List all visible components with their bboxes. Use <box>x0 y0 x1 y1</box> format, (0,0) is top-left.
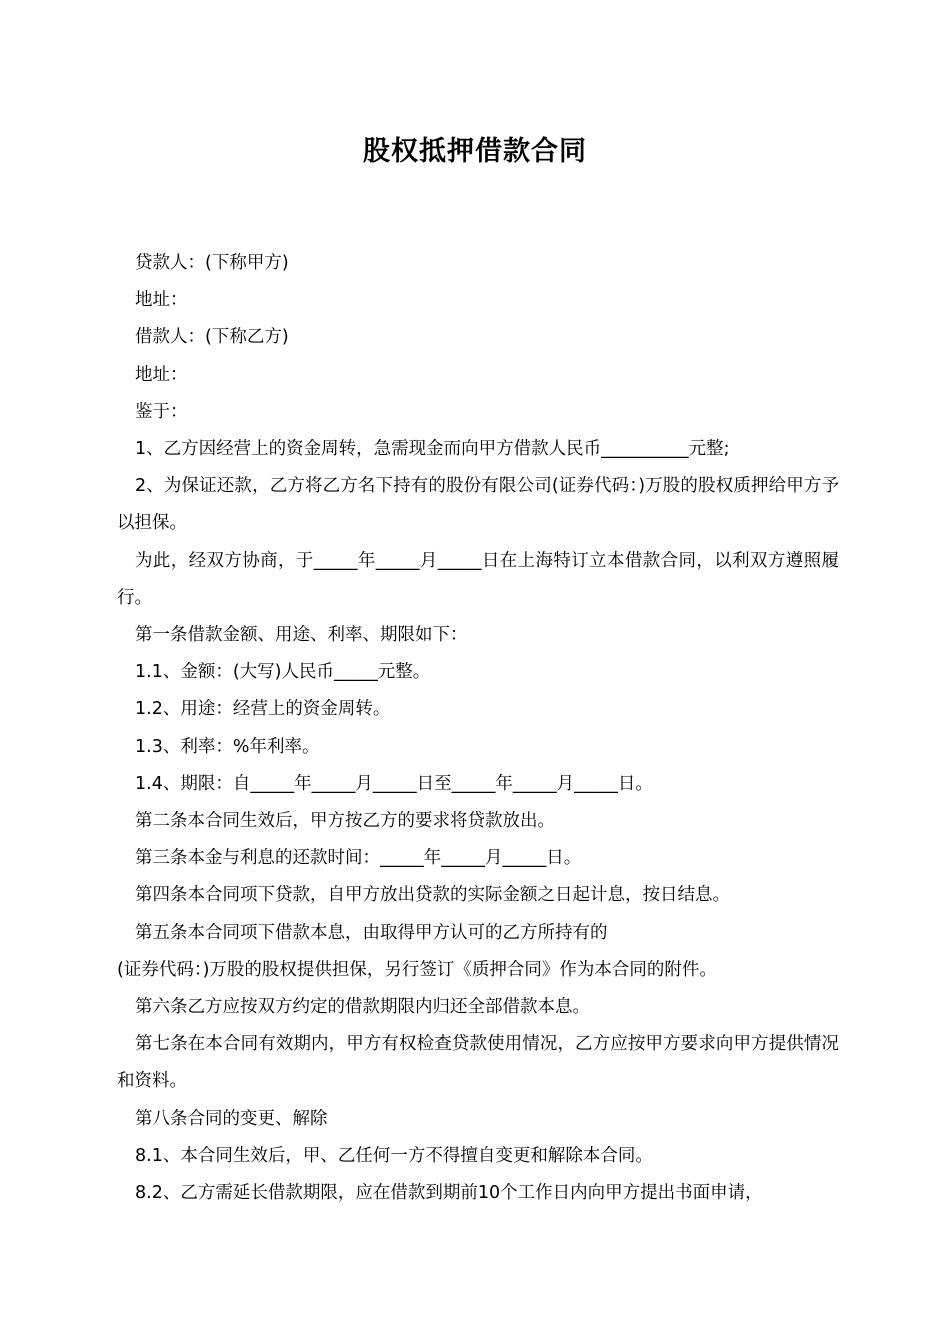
paragraph-article-5-cont: (证券代码：)万股的股权提供担保，另行签订《质押合同》作为本合同的附件。 <box>117 959 717 980</box>
paragraph-clause-1-1: 1.1、金额：(大写)人民币_____元整。 <box>135 662 431 683</box>
paragraph-clause-1-3: 1.3、利率：%年利率。 <box>135 736 320 757</box>
document-body <box>117 245 839 1212</box>
paragraph-recital-1: 1、乙方因经营上的资金周转，急需现金而向甲方借款人民币__________元整; <box>135 439 730 460</box>
paragraph-lender-address: 地址： <box>135 290 188 311</box>
paragraph-borrower: 借款人：(下称乙方) <box>135 327 289 348</box>
paragraph-article-7: 第七条在本合同有效期内，甲方有权检查贷款使用情况，乙方应按甲方要求向甲方提供情况和资料。 <box>117 1034 839 1092</box>
paragraph-article-1: 第一条借款金额、用途、利率、期限如下： <box>135 625 468 646</box>
paragraph-borrower-address: 地址： <box>135 364 188 385</box>
paragraph-article-2: 第二条本合同生效后，甲方按乙方的要求将贷款放出。 <box>135 811 555 832</box>
paragraph-recital-2: 2、为保证还款，乙方将乙方名下持有的股份有限公司(证券代码：)万股的股权质押给甲方予以担保。 <box>117 476 839 534</box>
paragraph-article-4: 第四条本合同项下贷款，自甲方放出贷款的实际金额之日起计息，按日结息。 <box>135 885 730 906</box>
paragraph-article-3: 第三条本金与利息的还款时间：_____年_____月_____日。 <box>135 848 582 869</box>
paragraph-clause-1-2: 1.2、用途：经营上的资金周转。 <box>135 699 391 720</box>
paragraph-clause-8-2: 8.2、乙方需延长借款期限，应在借款到期前10个工作日内向甲方提出书面申请， <box>135 1183 763 1204</box>
paragraph-clause-8-1: 8.1、本合同生效后，甲、乙任何一方不得擅自变更和解除本合同。 <box>135 1145 653 1166</box>
document-title: 股权抵押借款合同 <box>363 136 587 167</box>
paragraph-article-8: 第八条合同的变更、解除 <box>135 1108 328 1129</box>
paragraph-whereas: 鉴于： <box>135 401 188 422</box>
paragraph-article-5: 第五条本合同项下借款本息，由取得甲方认可的乙方所持有的 <box>135 922 608 943</box>
paragraph-article-6: 第六条乙方应按双方约定的借款期限内归还全部借款本息。 <box>135 997 590 1018</box>
paragraph-lender: 贷款人：(下称甲方) <box>135 253 289 273</box>
paragraph-preamble: 为此，经双方协商，于_____年_____月_____日在上海特订立本借款合同，以利双方遵照履行。 <box>117 550 839 608</box>
paragraph-clause-1-4: 1.4、期限：自_____年_____月_____日至_____年_____月_____日。 <box>135 773 653 794</box>
